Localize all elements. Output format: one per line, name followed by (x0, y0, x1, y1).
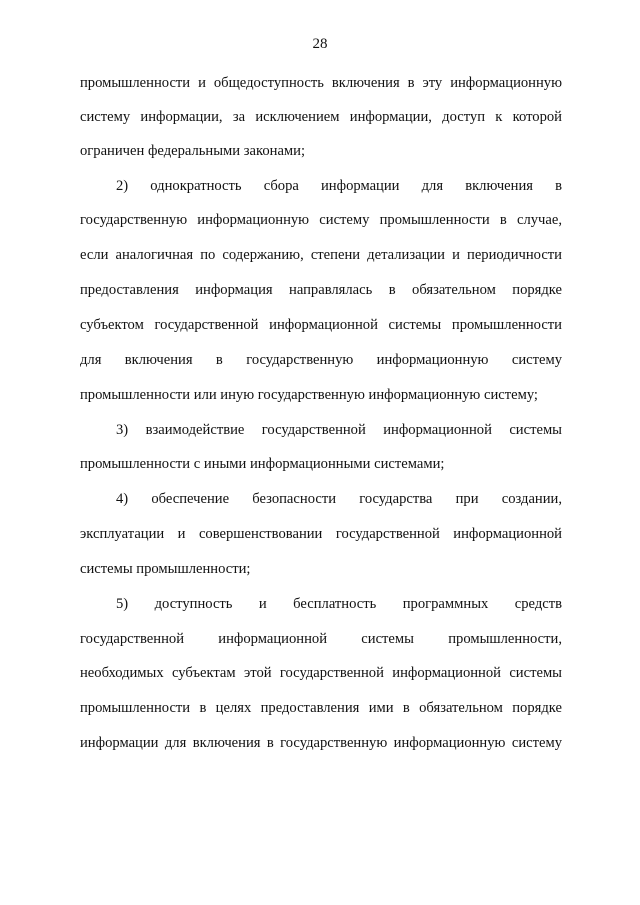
text-line: 3) взаимодействие государственной информационной системы (116, 422, 562, 438)
text-line: системы промышленности; (80, 561, 251, 577)
text-line: государственную информационную систему промышленности в случае, (80, 212, 562, 228)
text-line: субъектом государственной информационной системы промышленности (80, 317, 562, 333)
text-line: промышленности в целях предоставления ими в обязательном порядке (80, 700, 562, 716)
text-line: необходимых субъектам этой государственной информационной системы (80, 665, 562, 681)
text-line: 5) доступность и бесплатность программных средств (116, 596, 562, 612)
text-line: ограничен федеральными законами; (80, 143, 306, 159)
text-line: 4) обеспечение безопасности государства при создании, (116, 491, 562, 507)
text-line: систему информации, за исключением информации, доступ к которой (80, 109, 562, 125)
text-line: промышленности с иными информационными системами; (80, 456, 445, 472)
text-line: 2) однократность сбора информации для включения в (116, 178, 562, 194)
page-number: 28 (312, 36, 328, 52)
text-line: если аналогичная по содержанию, степени детализации и периодичности (80, 247, 562, 263)
text-line: эксплуатации и совершенствовании государственной информационной (80, 526, 562, 542)
text-line: промышленности и общедоступность включения в эту информационную (80, 75, 562, 91)
text-line: промышленности или иную государственную информационную систему; (80, 387, 538, 403)
text-line: для включения в государственную информационную систему (80, 352, 562, 368)
text-line: государственной информационной системы промышленности, (80, 631, 562, 647)
text-line: информации для включения в государственную информационную систему (80, 735, 562, 751)
text-line: предоставления информация направлялась в обязательном порядке (80, 282, 562, 298)
